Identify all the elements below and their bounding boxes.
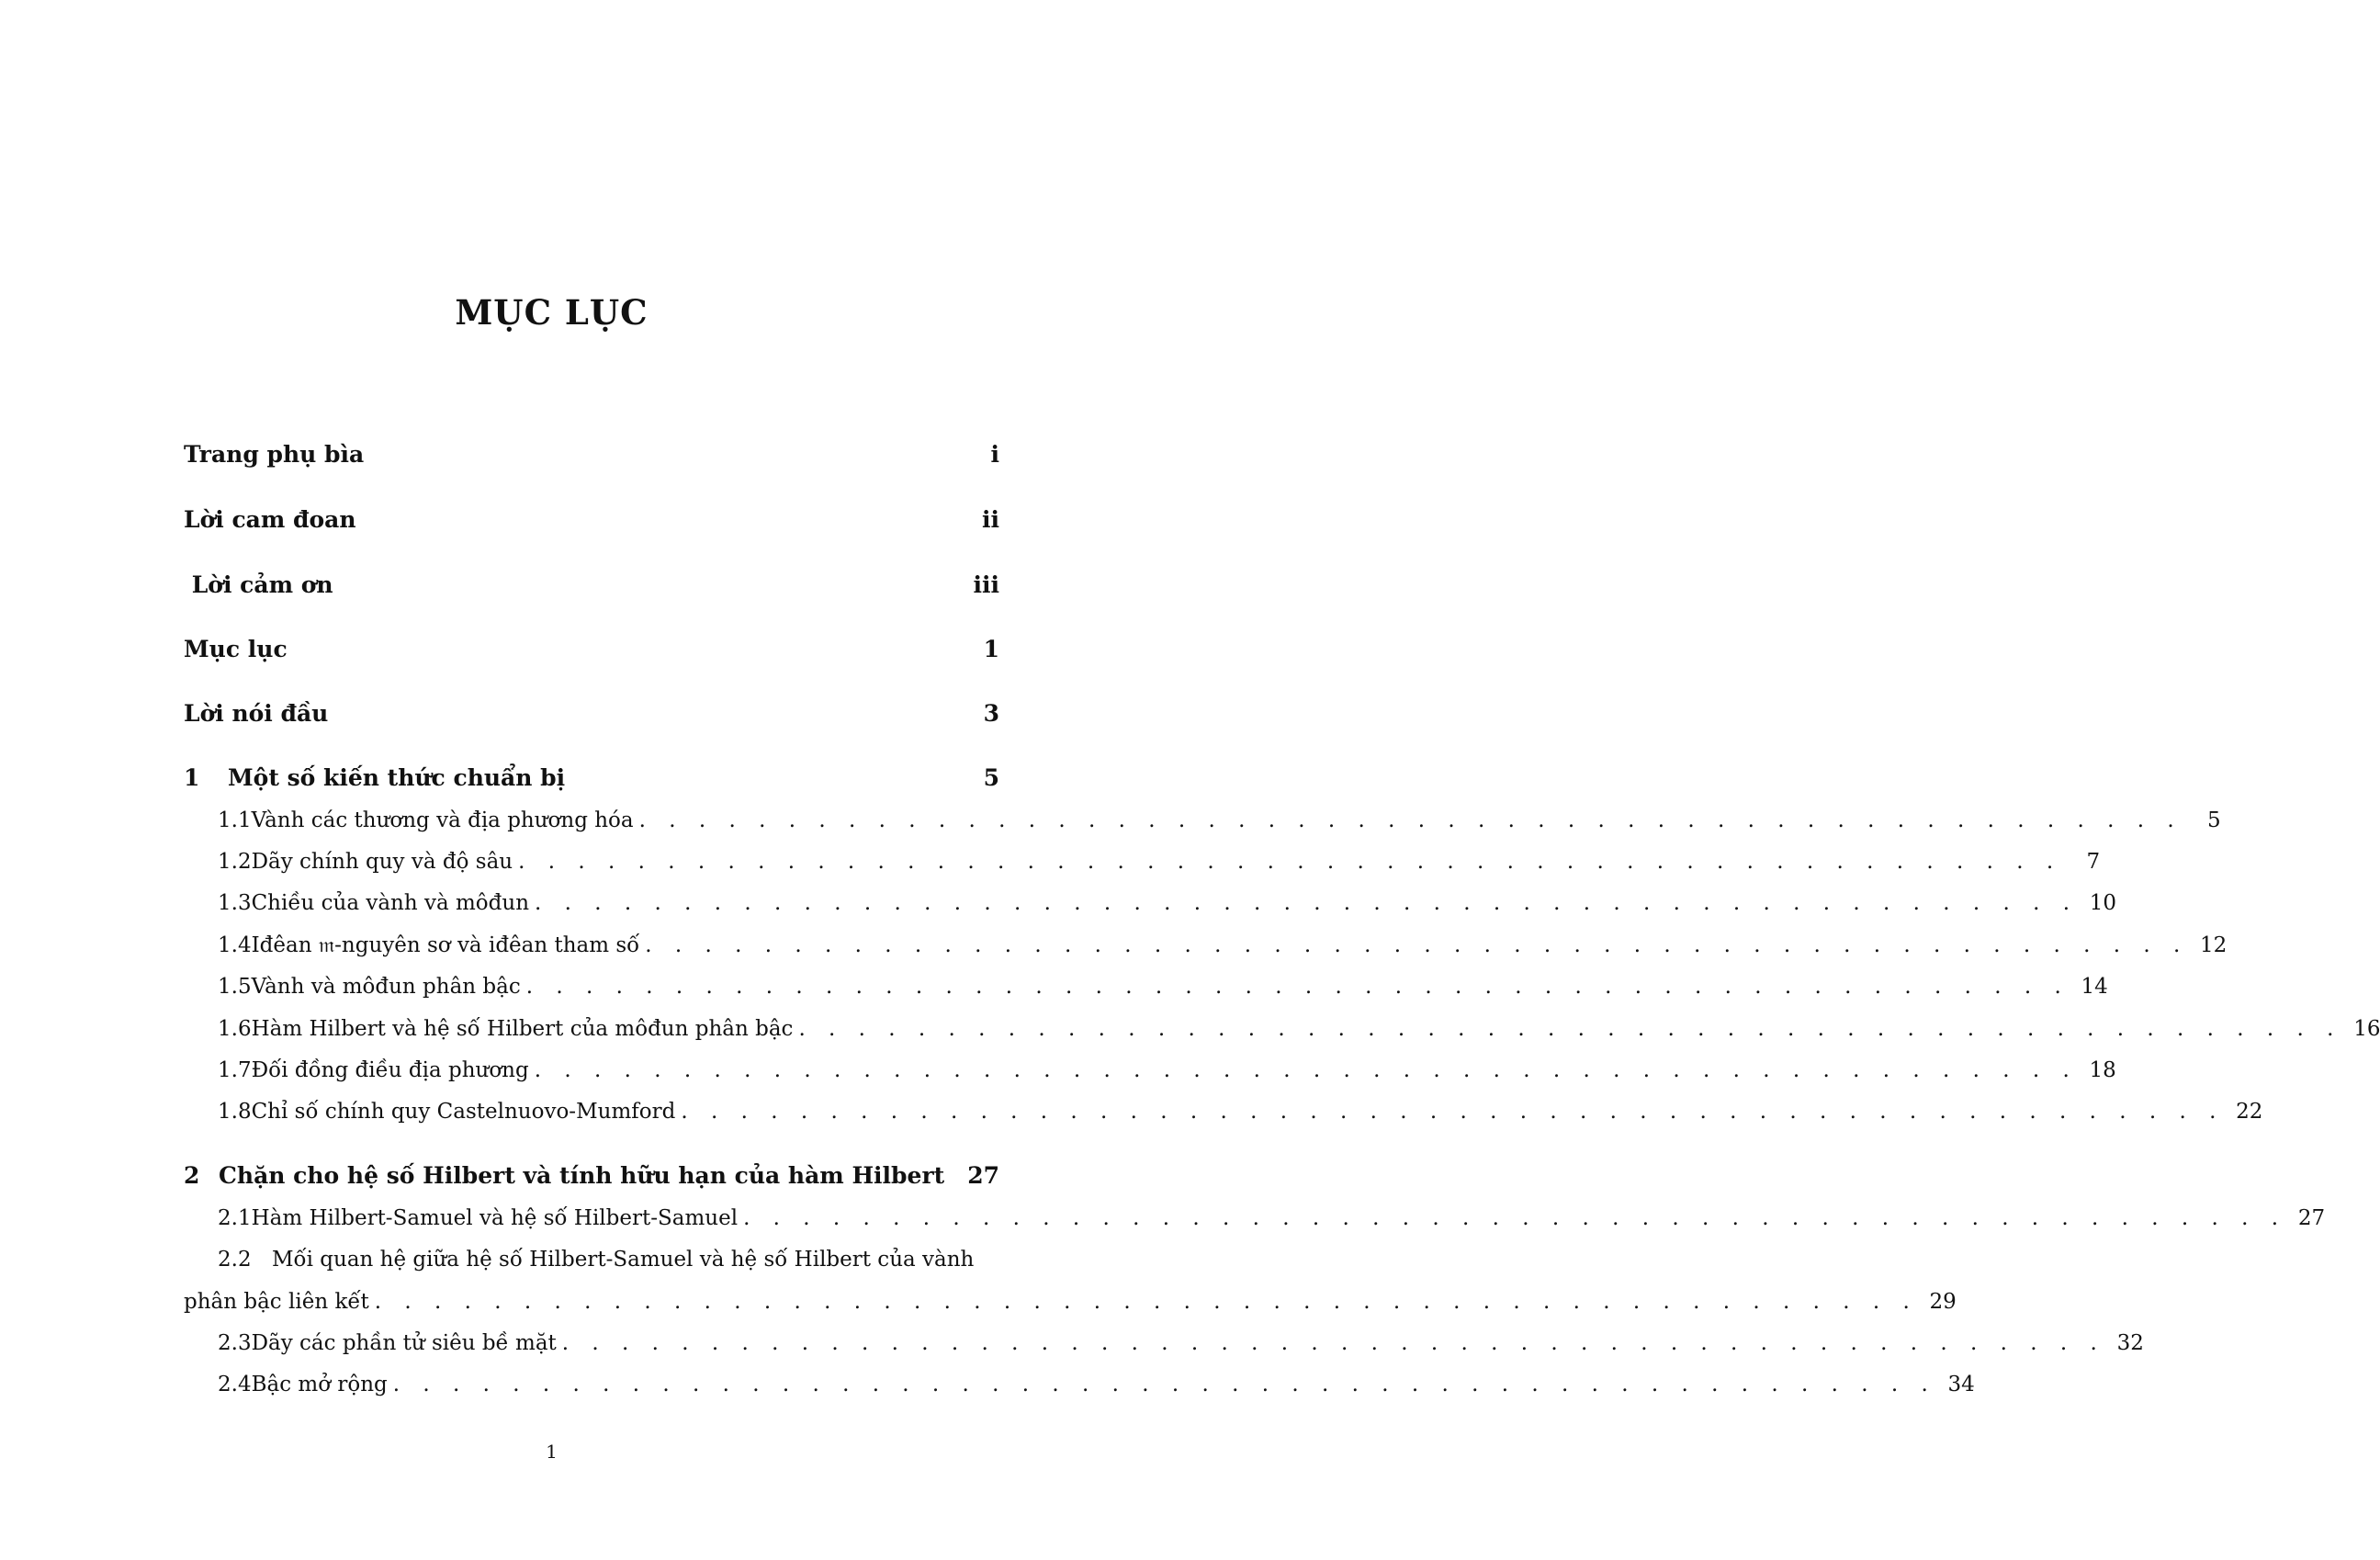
toc-entry-page: i	[990, 441, 999, 468]
section-page: 12	[2200, 933, 2228, 957]
toc-entry-section-1-4[interactable]	[184, 933, 2228, 957]
section-page: 5	[2207, 808, 2221, 832]
dot-leader: . . . . . . . . . . . . . . . . . . . . . . . . . . . . . . . . . . . . . . . . . . . . . . . . . . . .	[681, 1100, 2225, 1124]
dot-leader: . . . . . . . . . . . . . . . . . . . . . . . . . . . . . . . . . . . . . . . . . . . . . . . . . . . .	[798, 1017, 2342, 1041]
toc-entry-section-1-6[interactable]	[184, 1017, 2380, 1041]
chapter-page: 27	[967, 1162, 999, 1189]
section-title: Vành các thương và địa phương hóa	[251, 808, 634, 832]
section-title: Hàm Hilbert và hệ số Hilbert của môđun phân bậc	[251, 1017, 794, 1041]
section-number: 1.4	[218, 933, 252, 957]
section-title: Chiều của vành và môđun	[251, 891, 530, 915]
section-title: Hàm Hilbert-Samuel và hệ số Hilbert-Samuel	[251, 1206, 739, 1230]
section-number: 2.4	[218, 1373, 252, 1396]
section-number: 2.2	[218, 1248, 252, 1272]
section-page: 18	[2089, 1058, 2116, 1082]
section-page: 16	[2353, 1017, 2380, 1041]
dot-leader: . . . . . . . . . . . . . . . . . . . . . . . . . . . . . . . . . . . . . . . . . . . . . . . . . . . .	[525, 975, 2070, 999]
section-number: 1.2	[218, 850, 252, 874]
toc-entry-front[interactable]	[184, 636, 999, 662]
toc-entry-label: Lời cam đoan	[184, 506, 356, 533]
dot-leader: . . . . . . . . . . . . . . . . . . . . . . . . . . . . . . . . . . . . . . . . . . . . . . . . . . . .	[392, 1373, 1936, 1396]
section-page: 32	[2116, 1331, 2144, 1355]
toc-entry-page: 3	[983, 700, 999, 727]
toc-entry-section-2-2[interactable]	[184, 1248, 999, 1272]
toc-entry-front[interactable]	[184, 571, 999, 598]
section-title: Iđêan 𝔪-nguyên sơ và iđêan tham số	[251, 933, 640, 957]
section-number: 1.1	[218, 808, 252, 832]
page-title: MỤC LỤC	[455, 292, 649, 333]
section-page: 7	[2086, 850, 2101, 874]
toc-entry-section-2-3[interactable]	[184, 1331, 2144, 1355]
toc-entry-section-1-2[interactable]	[184, 850, 2101, 874]
section-number: 2.3	[218, 1331, 252, 1355]
dot-leader: . . . . . . . . . . . . . . . . . . . . . . . . . . . . . . . . . . . . . . . . . . . . . . . . . . . .	[645, 933, 2189, 957]
section-page: 27	[2297, 1206, 2326, 1230]
dot-leader: . . . . . . . . . . . . . . . . . . . . . . . . . . . . . . . . . . . . . . . . . . . . . . . . . . . .	[518, 850, 2062, 874]
section-page: 14	[2081, 975, 2108, 999]
chapter-number: 1	[184, 764, 200, 791]
toc-entry-section-1-3[interactable]	[184, 891, 2117, 915]
section-number: 1.3	[218, 891, 252, 915]
toc-entry-label: Trang phụ bìa	[184, 441, 365, 468]
dot-leader: . . . . . . . . . . . . . . . . . . . . . . . . . . . . . . . . . . . . . . . . . . . . . . . . . . . .	[534, 1058, 2078, 1082]
toc-entry-page: iii	[973, 571, 999, 598]
section-title-continuation: phân bậc liên kết	[184, 1290, 369, 1314]
section-title: Bậc mở rộng	[251, 1373, 388, 1396]
section-number: 1.7	[218, 1058, 252, 1082]
toc-entry-label: Lời cảm ơn	[184, 571, 333, 598]
section-title: Dãy chính quy và độ sâu	[251, 850, 513, 874]
toc-entry-section-1-5[interactable]	[184, 975, 2108, 999]
section-page: 10	[2089, 891, 2117, 915]
chapter-title: Chặn cho hệ số Hilbert và tính hữu hạn của hàm Hilbert	[219, 1162, 945, 1189]
section-number: 1.5	[218, 975, 252, 999]
toc-entry-chapter-2[interactable]	[184, 1162, 999, 1189]
section-title: Vành và môđun phân bậc	[251, 975, 521, 999]
dot-leader: . . . . . . . . . . . . . . . . . . . . . . . . . . . . . . . . . . . . . . . . . . . . . . . . . . . .	[638, 808, 2183, 832]
toc-entry-chapter-1[interactable]	[184, 764, 999, 791]
dot-leader: . . . . . . . . . . . . . . . . . . . . . . . . . . . . . . . . . . . . . . . . . . . . . . . . . . . .	[561, 1331, 2105, 1355]
chapter-title: Một số kiến thức chuẩn bị	[228, 764, 566, 791]
toc-entry-section-2-2-continuation[interactable]	[184, 1290, 1957, 1314]
dot-leader: . . . . . . . . . . . . . . . . . . . . . . . . . . . . . . . . . . . . . . . . . . . . . . . . . . . .	[743, 1206, 2287, 1230]
page-number: 1	[546, 1441, 558, 1463]
chapter-number: 2	[184, 1162, 200, 1189]
toc-entry-page: ii	[982, 506, 999, 533]
toc-entry-section-1-8[interactable]	[184, 1100, 2263, 1124]
section-title: Chỉ số chính quy Castelnuovo-Mumford	[251, 1100, 676, 1124]
section-number: 1.8	[218, 1100, 252, 1124]
toc-entry-front[interactable]	[184, 506, 999, 533]
chapter-page: 5	[983, 764, 999, 791]
toc-entry-section-2-1[interactable]	[184, 1206, 2326, 1230]
toc-entry-front[interactable]	[184, 441, 999, 468]
section-number: 1.6	[218, 1017, 252, 1041]
section-number: 2.1	[218, 1206, 252, 1230]
dot-leader: . . . . . . . . . . . . . . . . . . . . . . . . . . . . . . . . . . . . . . . . . . . . . . . . . . . .	[374, 1290, 1918, 1314]
dot-leader: . . . . . . . . . . . . . . . . . . . . . . . . . . . . . . . . . . . . . . . . . . . . . . . . . . . .	[535, 891, 2079, 915]
toc-entry-label: Mục lục	[184, 636, 288, 662]
toc-entry-section-1-1[interactable]	[184, 808, 2221, 832]
toc-entry-front[interactable]	[184, 700, 999, 727]
section-page: 22	[2236, 1100, 2263, 1124]
toc-entry-section-2-4[interactable]	[184, 1373, 1975, 1396]
section-title: Dãy các phần tử siêu bề mặt	[251, 1331, 557, 1355]
section-page: 34	[1947, 1373, 1975, 1396]
toc-entry-section-1-7[interactable]	[184, 1058, 2116, 1082]
section-title: Đối đồng điều địa phương	[251, 1058, 529, 1082]
section-title: Mối quan hệ giữa hệ số Hilbert-Samuel và hệ số Hilbert của vành	[272, 1248, 975, 1272]
toc-entry-page: 1	[983, 636, 999, 662]
toc-entry-label: Lời nói đầu	[184, 700, 329, 727]
section-page: 29	[1929, 1290, 1957, 1314]
